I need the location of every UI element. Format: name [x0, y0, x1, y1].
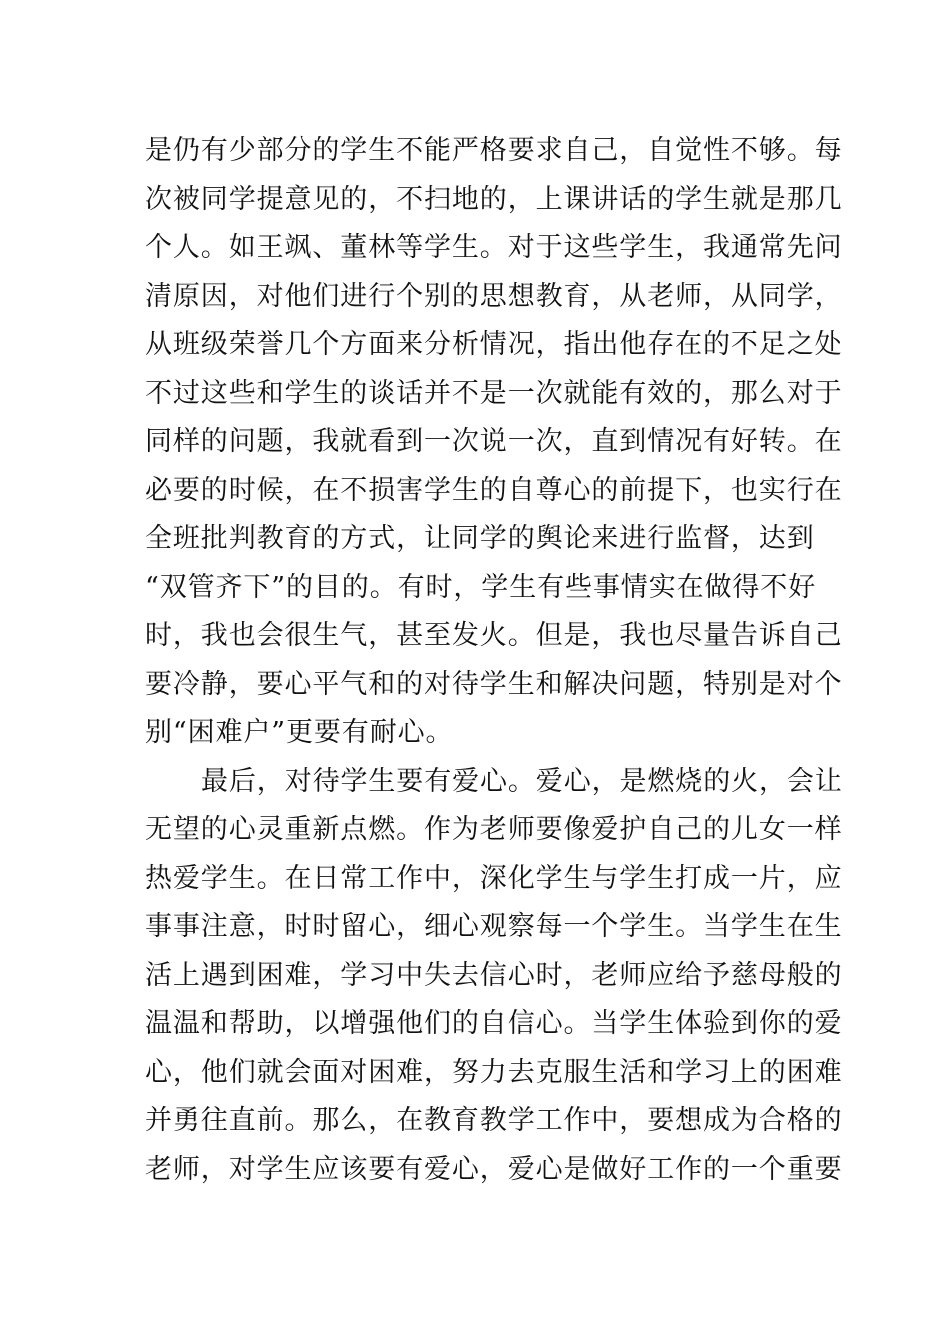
text-line: 不过这些和学生的谈话并不是一次就能有效的，那么对于: [145, 377, 843, 409]
text-line: 时，我也会很生气，甚至发火。但是，我也尽量告诉自己: [145, 620, 843, 651]
text-line: 同样的问题，我就看到一次说一次，直到情况有好转。在: [145, 426, 843, 457]
text-line: 心，他们就会面对困难，努力去克服生活和学习上的困难: [145, 1056, 843, 1088]
text-line: 个人。如王飒、董林等学生。对于这些学生，我通常先问: [145, 232, 843, 263]
text-line: “双管齐下”的目的。有时，学生有些事情实在做得不好: [145, 571, 817, 603]
document-body: [145, 127, 843, 1194]
text-line: 事事注意，时时留心，细心观察每一个学生。当学生在生: [145, 911, 843, 942]
text-line: 老师，对学生应该要有爱心，爱心是做好工作的一个重要: [145, 1153, 843, 1185]
text-line: 次被同学提意见的，不扫地的，上课讲话的学生就是那几: [145, 183, 843, 215]
text-line: 无望的心灵重新点燃。作为老师要像爱护自己的儿女一样: [145, 814, 843, 845]
text-line: 要冷静，要心平气和的对待学生和解决问题，特别是对个: [145, 668, 843, 700]
text-line: 热爱学生。在日常工作中，深化学生与学生打成一片，应: [145, 862, 843, 894]
text-line: 别“困难户”更要有耐心。: [145, 717, 454, 748]
text-line: 必要的时候，在不损害学生的自尊心的前提下，也实行在: [145, 474, 843, 506]
text-line: 活上遇到困难，学习中失去信心时，老师应给予慈母般的: [145, 959, 843, 991]
text-line: 清原因，对他们进行个别的思想教育，从老师，从同学，: [145, 280, 843, 312]
text-line: 并勇往直前。那么，在教育教学工作中，要想成为合格的: [145, 1105, 843, 1136]
paragraph-first-line: 最后，对待学生要有爱心。爱心，是燃烧的火，会让: [201, 765, 843, 797]
text-line: 全班批判教育的方式，让同学的舆论来进行监督，达到: [145, 523, 815, 554]
text-line: 从班级荣誉几个方面来分析情况，指出他存在的不足之处: [145, 329, 843, 360]
text-line: 温温和帮助，以增强他们的自信心。当学生体验到你的爱: [145, 1008, 843, 1039]
text-line: 是仍有少部分的学生不能严格要求自己，自觉性不够。每: [145, 135, 843, 166]
